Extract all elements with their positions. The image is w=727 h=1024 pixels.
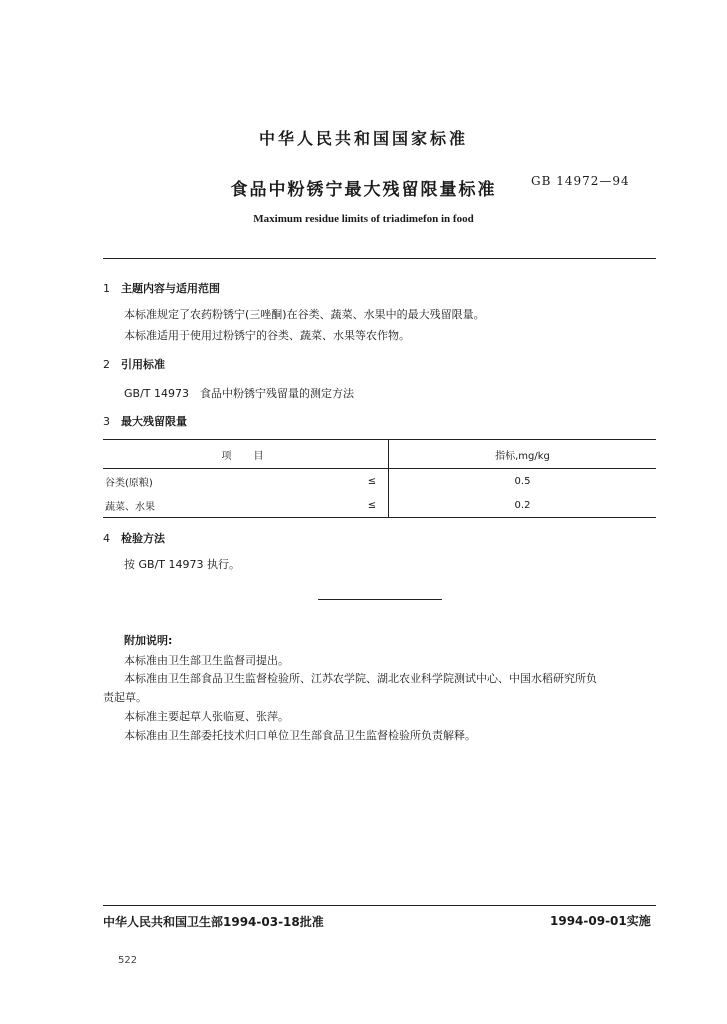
table-row	[103, 493, 656, 518]
approval-statement: 中华人民共和国卫生部1994-03-18批准	[103, 915, 324, 929]
table-row	[103, 469, 656, 494]
section-2-heading	[103, 356, 165, 372]
document-title: 食品中粉锈宁最大残留限量标准	[230, 180, 497, 200]
notes-line: 本标准主要起草人张临夏、张萍。	[124, 710, 289, 723]
notes-line: 本标准由卫生部卫生监督司提出。	[124, 654, 289, 667]
table-cell-item: 蔬菜、水果	[103, 493, 356, 518]
notes-line: 本标准由卫生部食品卫生监督检验所、江苏农学院、湖北农业科学院测试中心、中国水稻研究所负	[124, 672, 597, 685]
table-header-item: 项 目	[103, 440, 389, 469]
notes-line: 责起草。	[103, 691, 147, 704]
page-number: 522	[118, 955, 138, 966]
section-1-paragraph: 本标准规定了农药粉锈宁(三唑酮)在谷类、蔬菜、水果中的最大残留限量。	[124, 308, 485, 321]
section-3-heading	[103, 413, 187, 429]
section-1-heading	[103, 280, 220, 296]
table-header-row	[103, 440, 656, 469]
table-cell-value: 0.5	[514, 475, 531, 487]
section-4-heading	[103, 530, 165, 546]
section-title: 最大残留限量	[121, 415, 187, 428]
section-title: 主题内容与适用范围	[121, 282, 220, 295]
notes-line: 本标准由卫生部委托技术归口单位卫生部食品卫生监督检验所负责解释。	[124, 729, 476, 742]
effective-date-statement: 1994-09-01实施	[550, 914, 651, 928]
section-title: 引用标准	[121, 358, 165, 371]
table-cell-operator: ≤	[356, 469, 389, 494]
section-number: 2	[103, 358, 110, 371]
section-number: 4	[103, 532, 110, 545]
table-cell-item: 谷类(原粮)	[105, 477, 153, 489]
section-title: 检验方法	[121, 532, 165, 545]
section-1-paragraph: 本标准适用于使用过粉锈宁的谷类、蔬菜、水果等农作物。	[124, 329, 410, 342]
table-header-value: 指标,mg/kg	[389, 440, 657, 469]
residue-limits-table	[103, 439, 656, 518]
standard-code: GB 14972—94	[531, 174, 630, 188]
section-4-paragraph: 按 GB/T 14973 执行。	[124, 558, 240, 571]
document-title-english: Maximum residue limits of triadimefon in food	[253, 213, 474, 225]
section-number: 3	[103, 415, 110, 428]
section-number: 1	[103, 282, 110, 295]
footer-divider	[103, 905, 656, 906]
table-cell-value: 0.2	[389, 493, 657, 518]
header-divider	[103, 258, 656, 259]
notes-heading: 附加说明:	[124, 634, 173, 647]
section-2-paragraph: GB/T 14973 食品中粉锈宁残留量的测定方法	[124, 387, 354, 400]
end-of-body-rule	[318, 599, 442, 600]
table-cell-operator: ≤	[356, 493, 389, 518]
standard-type-heading: 中华人民共和国国家标准	[258, 129, 468, 148]
